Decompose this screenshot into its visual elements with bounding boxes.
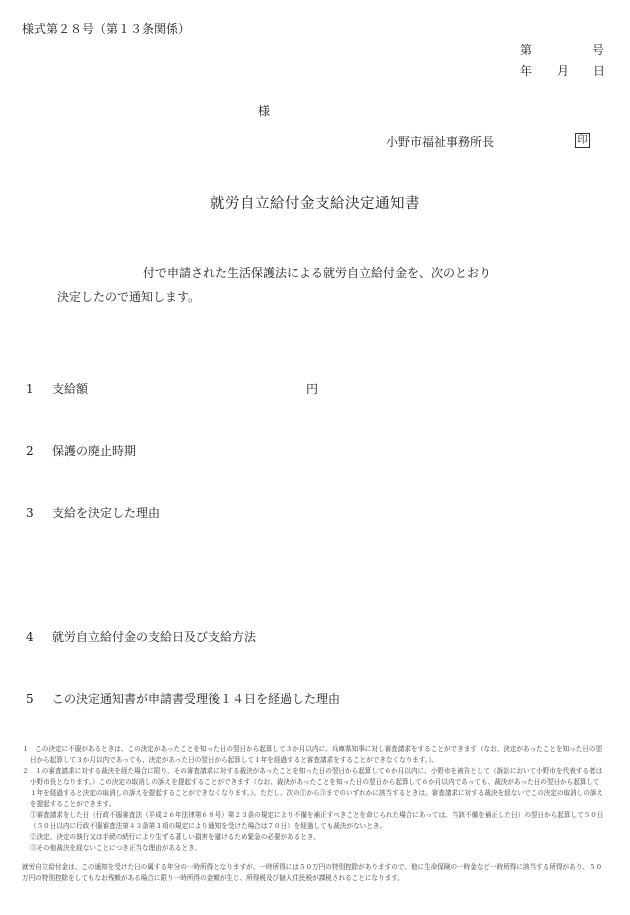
- note-2-item-3: ③その他裁決を経ないことにつき正当な理由があるとき。: [30, 844, 202, 852]
- item-label: 支給を決定した理由: [52, 506, 161, 520]
- item-label: 支給額: [52, 382, 89, 396]
- item-number: 1: [26, 382, 34, 396]
- item-number: 2: [26, 444, 34, 458]
- body-text-line-1: 付で申請された生活保護法による就労自立給付金を、次のとおり: [143, 266, 492, 280]
- doc-number-prefix: 第: [520, 43, 533, 57]
- legal-notes: [22, 744, 616, 884]
- note-2-item-1-cont: （５０日以内に行政不服審査法第４３条第３項の規定により通知を受けた場合は７０日）を経過しても裁決がないとき。: [30, 822, 386, 830]
- item-number: 4: [26, 630, 34, 644]
- item-protection-end: [26, 442, 136, 459]
- item-number: 3: [26, 506, 34, 520]
- form-number: 様式第２８号（第１３条関係）: [22, 22, 191, 36]
- note-2-line-3: １年を経過すると決定の取消しの訴えを提起することができなくなります。）。ただし、次の①から③までのいずれかに該当するときは、審査請求に対する裁決を経ないでこの決定の取消しの訴え: [30, 789, 604, 797]
- item-payment-amount: [26, 380, 88, 397]
- document-title: 就労自立給付金支給決定通知書: [210, 196, 420, 212]
- addressee-suffix: 様: [258, 104, 271, 118]
- doc-number-suffix: 号: [592, 43, 605, 57]
- note-2-line-1: ２ １の審査請求に対する裁決を経た場合に限り、その審査請求に対する裁決があったことを知った日の翌日から起算して６か月以内に、小野市を被告として（訴訟において小野市を代表する者は: [22, 767, 603, 775]
- yen-unit: 円: [306, 382, 319, 396]
- item-label: この決定通知書が申請書受理後１４日を経過した理由: [52, 692, 341, 706]
- tax-note-line-1: 就労自立給付金は、この通知を受けた日の属する年分の一時所得となりますが、一時所得には５０万円の特別控除がありますので、他に生命保険の一時金など一時所得に該当する所得があり、５０: [22, 863, 603, 871]
- item-label: 就労自立給付金の支給日及び支給方法: [52, 630, 257, 644]
- note-1-line-2: 日から起算して３か月以内であっても、決定があった日の翌日から起算して１年を経過すると審査請求をすることができなくなります。）。: [30, 756, 439, 764]
- note-2-line-4: を提起することができます。: [30, 800, 116, 808]
- date-month: 月: [557, 64, 570, 78]
- note-2-item-1: ①審査請求をした日（行政不服審査法（平成２６年法律第６８号）第２３条の規定により不備を補正すべきことを命じられた場合にあっては、当該不備を補正した日）の翌日から起算して５０日: [30, 811, 604, 819]
- note-2-line-2: 小野市長となります。）この決定の取消しの訴えを提起することができます（なお、裁決があったことを知った日の翌日から起算して６か月以内であっても、裁決があった日の翌日から起算して: [30, 778, 600, 786]
- note-1-line-1: １ この決定に不服があるときは、この決定があったことを知った日の翌日から起算して３か月以内に、兵庫県知事に対し審査請求をすることができます（なお、決定があったことを知った日の翌: [22, 745, 603, 753]
- issuer-name: 小野市福祉事務所長: [386, 135, 495, 149]
- date-day: 日: [593, 64, 606, 78]
- date-year: 年: [520, 64, 533, 78]
- tax-note-line-2: 万円の特別控除をしてもなお残額がある場合に限り一時所得の金額が生じ、所得税及び個人住民税が課税されることになります。: [22, 874, 404, 882]
- body-text-line-2: 決定したので通知します。: [57, 290, 201, 304]
- item-label: 保護の廃止時期: [52, 444, 137, 458]
- seal-mark: 印: [575, 133, 590, 148]
- item-number: 5: [26, 692, 34, 706]
- item-decision-reason: [26, 504, 160, 521]
- item-payment-method: [26, 628, 256, 645]
- note-2-item-2: ②決定、決定の執行又は手続の続行により生ずる著しい損害を避けるため緊急の必要があるとき。: [30, 833, 320, 841]
- item-delay-reason: [26, 690, 340, 707]
